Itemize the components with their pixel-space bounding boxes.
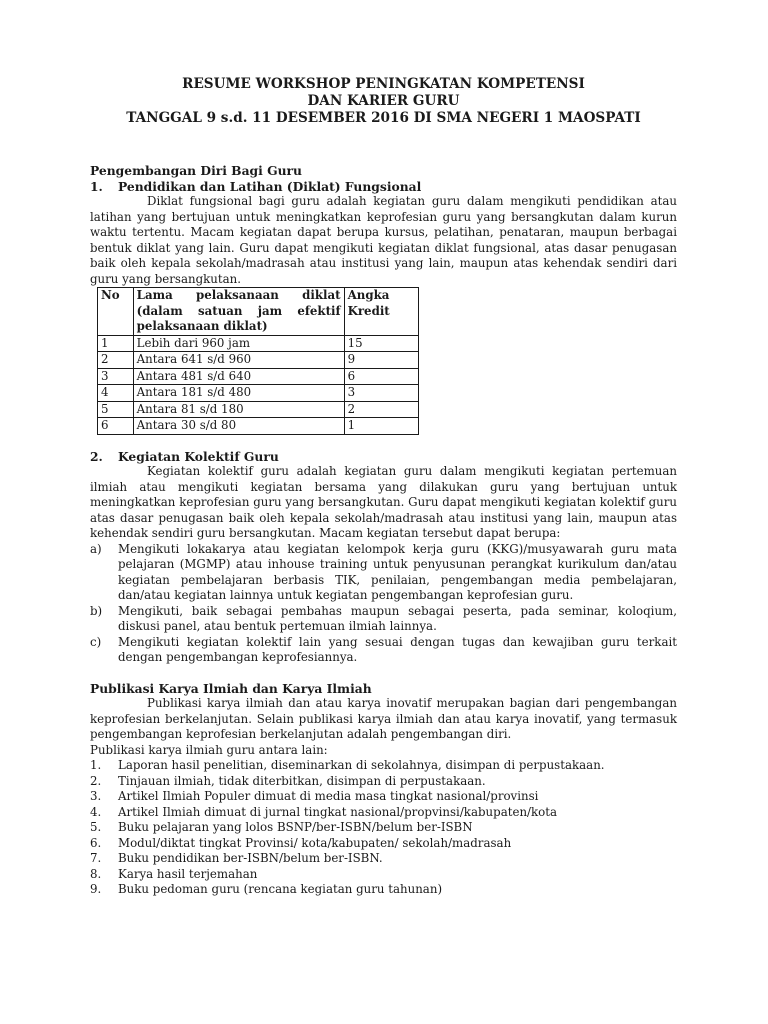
table-row: [98, 385, 419, 402]
table-cell-lama: Antara 641 s/d 960: [133, 352, 344, 369]
section-heading-publikasi: Publikasi Karya Ilmiah dan Karya Ilmiah: [90, 680, 372, 696]
list-text: Artikel Ilmiah dimuat di jurnal tingkat nasional/propvinsi/kabupaten/kota: [118, 804, 558, 819]
subsection-number: 1.: [90, 178, 103, 194]
table-cell-lama: Antara 181 s/d 480: [133, 385, 344, 402]
list-marker: a): [90, 541, 102, 556]
list-marker: 2.: [90, 773, 102, 788]
list-marker: 1.: [90, 758, 102, 772]
table-cell-lama: Antara 481 s/d 640: [133, 368, 344, 385]
section-heading-pengembangan-diri: Pengembangan Diri Bagi Guru: [90, 163, 302, 178]
table-row: [98, 335, 419, 352]
table-row: [98, 352, 419, 369]
subsection-title: Kegiatan Kolektif Guru: [118, 448, 279, 464]
list-marker: 9.: [90, 882, 102, 896]
list-item: [90, 820, 677, 836]
table-cell-kredit: 1: [344, 418, 418, 435]
table-row: [98, 368, 419, 385]
publikasi-list: [90, 758, 677, 898]
table-cell-kredit: 3: [344, 385, 418, 402]
list-text: Laporan hasil penelitian, diseminarkan di sekolahnya, disimpan di perpustakaan.: [118, 758, 605, 772]
table-cell-lama: Antara 30 s/d 80: [133, 418, 344, 435]
table-cell-no: 3: [98, 368, 134, 385]
list-text: Buku pelajaran yang lolos BSNP/ber-ISBN/belum ber-ISBN: [118, 820, 473, 834]
paragraph-diklat: Diklat fungsional bagi guru adalah kegiatan guru dalam mengikuti pendidikan atau latihan yang bertujuan untuk meningkatkan keprofesian guru yang bersangkutan dalam kurun waktu tertentu. Macam kegiatan dapat berupa kursus, pelatihan, penataran, maupun berbagai bentuk diklat yang lain. Guru dapat mengikuti kegiatan diklat fungsional, atas dasar penugasan baik oleh kepala sekolah/madrasah atau institusi yang lain, maupun atas kehendak sendiri dari guru yang bersangkutan.: [90, 194, 677, 286]
table-header-row: [98, 288, 419, 336]
paragraph-kolektif: Kegiatan kolektif guru adalah kegiatan guru dalam mengikuti kegiatan pertemuan ilmiah atau mengikuti kegiatan bersama yang dilakukan guru yang bertujuan untuk meningkatkan keprofesian guru yang bersangkutan. Guru dapat mengikuti kegiatan kolektif guru atas dasar penugasan baik oleh kepala sekolah/madrasah atau institusi yang lain, maupun atas kehendak sendiri guru bersangkutan. Macam kegiatan tersebut dapat berupa:: [90, 464, 677, 540]
list-text: Modul/diktat tingkat Provinsi/ kota/kabupaten/ sekolah/madrasah: [118, 835, 512, 850]
list-item: [90, 758, 677, 774]
list-text: Buku pendidikan ber-ISBN/belum ber-ISBN.: [118, 851, 383, 865]
list-item: [90, 635, 677, 666]
table-cell-kredit: 15: [344, 335, 418, 352]
list-marker: 8.: [90, 866, 102, 881]
subsection-number: 2.: [90, 448, 103, 464]
subsection-heading-diklat: [90, 179, 677, 195]
table-cell-no: 1: [98, 335, 134, 352]
subsection-heading-kolektif: [90, 449, 677, 465]
list-item: [90, 851, 677, 867]
list-text: Buku pedoman guru (rencana kegiatan guru tahunan): [118, 882, 443, 896]
table-cell-kredit: 6: [344, 368, 418, 385]
list-item: [90, 882, 677, 898]
list-text: Mengikuti, baik sebagai pembahas maupun sebagai peserta, pada seminar, koloqium, diskusi panel, atau bentuk pertemuan ilmiah lainnya.: [118, 603, 677, 633]
list-marker: 4.: [90, 804, 102, 819]
table-cell-no: 4: [98, 385, 134, 402]
list-marker: b): [90, 603, 103, 618]
list-item: [90, 774, 677, 790]
title-line-2: DAN KARIER GURU: [307, 93, 460, 109]
table-cell-no: 2: [98, 352, 134, 369]
list-item: [90, 789, 677, 805]
list-text: Karya hasil terjemahan: [118, 866, 258, 881]
table-header-lama: Lama pelaksanaan diklat (dalam satuan jam efektif pelaksanaan diklat): [133, 288, 344, 336]
list-item: [90, 604, 677, 635]
title-line-1: RESUME WORKSHOP PENINGKATAN KOMPETENSI: [182, 76, 585, 92]
table-cell-kredit: 9: [344, 352, 418, 369]
list-text: Mengikuti lokakarya atau kegiatan kelompok kerja guru (KKG)/musyawarah guru mata pelajaran (MGMP) atau inhouse training untuk penyusunan perangkat kurikulum dan/atau kegiatan pembelajaran berbasis TIK, penilaian, pengembangan media pembelajaran, dan/atau kegiatan lainnya untuk kegiatan pengembangan keprofesian guru.: [118, 541, 677, 602]
list-marker: 6.: [90, 835, 102, 850]
list-marker: 3.: [90, 789, 102, 803]
list-text: Artikel Ilmiah Populer dimuat di media masa tingkat nasional/provinsi: [118, 789, 539, 803]
list-marker: 7.: [90, 851, 102, 865]
list-marker: c): [90, 634, 102, 649]
title-line-3: TANGGAL 9 s.d. 11 DESEMBER 2016 DI SMA NEGERI 1 MAOSPATI: [126, 110, 641, 126]
table-cell-no: 6: [98, 418, 134, 435]
list-text: Mengikuti kegiatan kolektif lain yang sesuai dengan tugas dan kewajiban guru terkait dengan pengembangan keprofesiannya.: [118, 634, 677, 664]
table-cell-no: 5: [98, 401, 134, 418]
table-cell-lama: Lebih dari 960 jam: [133, 335, 344, 352]
list-item: [90, 867, 677, 883]
table-header-kredit: Angka Kredit: [344, 288, 418, 336]
list-item: [90, 836, 677, 852]
subsection-title: Pendidikan dan Latihan (Diklat) Fungsional: [118, 178, 422, 194]
list-text: Tinjauan ilmiah, tidak diterbitkan, disimpan di perpustakaan.: [118, 773, 486, 788]
table-header-no: No: [98, 288, 134, 336]
diklat-credit-table: [97, 287, 419, 435]
kolektif-list: [90, 542, 677, 666]
table-cell-kredit: 2: [344, 401, 418, 418]
list-marker: 5.: [90, 820, 102, 834]
publikasi-intro: Publikasi karya ilmiah guru antara lain:: [90, 742, 328, 757]
table-row: [98, 401, 419, 418]
list-item: [90, 542, 677, 604]
list-item: [90, 805, 677, 821]
table-row: [98, 418, 419, 435]
document-page: [90, 76, 677, 898]
table-cell-lama: Antara 81 s/d 180: [133, 401, 344, 418]
paragraph-publikasi: Publikasi karya ilmiah dan atau karya inovatif merupakan bagian dari pengembangan keprofesian berkelanjutan. Selain publikasi karya ilmiah dan atau karya inovatif, yang termasuk pengembangan keprofesian berkelanjutan adalah pengembangan diri.: [90, 696, 677, 741]
